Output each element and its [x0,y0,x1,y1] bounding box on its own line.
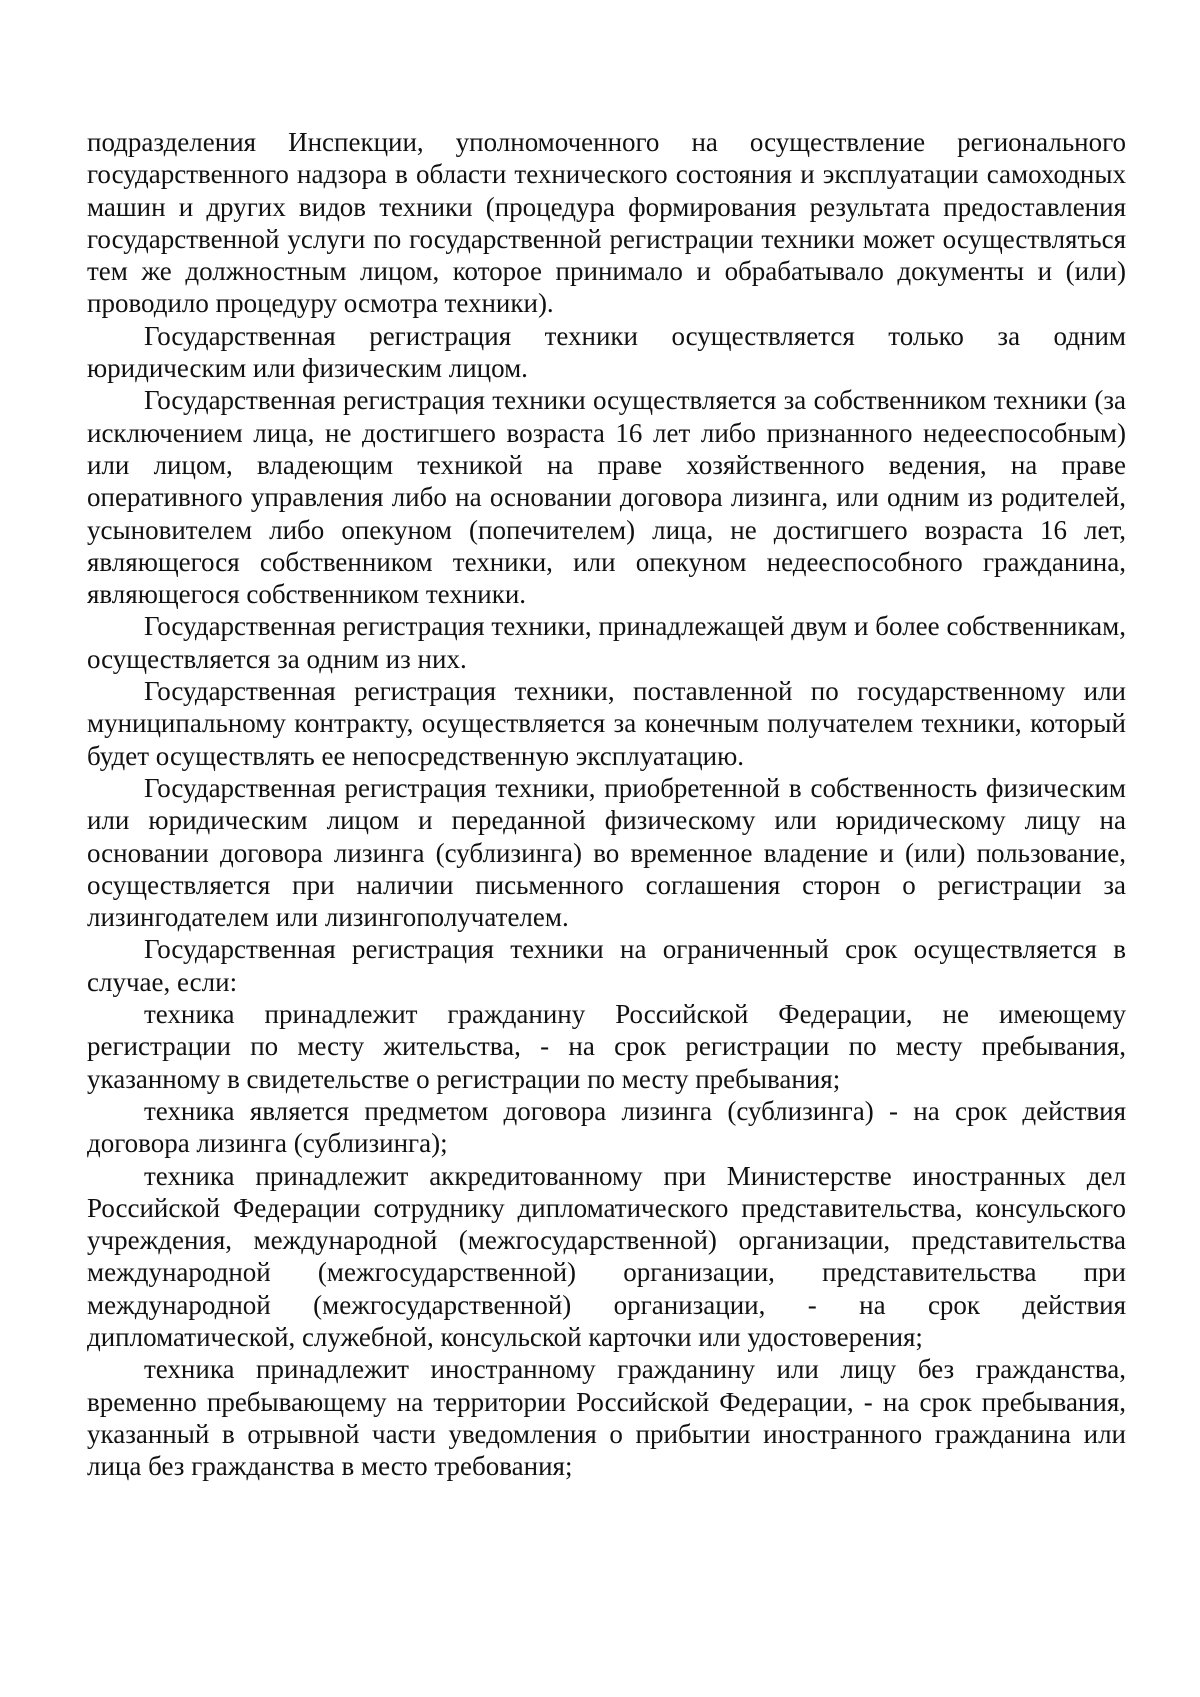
list-item: техника является предметом договора лизинга (сублизинга) - на срок действия договора лизинга (сублизинга); [87,1095,1126,1159]
paragraph-continuation: подразделения Инспекции, уполномоченного на осуществление регионального государственного надзора в области технического состояния и эксплуатации самоходных машин и других видов техники (процедура формирования результата предоставления государственной услуги по государственной регистрации техники может осуществляться тем же должностным лицом, которое принимало и обрабатывало документы и (или) проводило процедуру осмотра техники). [87,127,1126,319]
paragraph: Государственная регистрация техники, приобретенной в собственность физическим или юридическим лицом и переданной физическому или юридическому лицу на основании договора лизинга (сублизинга) во временное владение и (или) пользование, осуществляется при наличии письменного соглашения сторон о регистрации за лизингодателем или лизингополучателем. [87,772,1126,933]
paragraph: Государственная регистрация техники на ограниченный срок осуществляется в случае, если: [87,934,1126,997]
paragraph: Государственная регистрация техники осуществляется только за одним юридическим или физическим лицом. [87,320,1126,384]
paragraph: Государственная регистрация техники, принадлежащей двум и более собственникам, осуществляется за одним из них. [87,611,1126,674]
list-item: техника принадлежит иностранному гражданину или лицу без гражданства, временно пребывающему на территории Российской Федерации, - на срок пребывания, указанный в отрывной части уведомления о прибытии иностранного гражданина или лица без гражданства в место требования; [87,1354,1126,1482]
paragraph: Государственная регистрация техники, поставленной по государственному или муниципальному контракту, осуществляется за конечным получателем техники, который будет осуществлять ее непосредственную эксплуатацию. [87,676,1126,771]
list-item: техника принадлежит гражданину Российской Федерации, не имеющему регистрации по месту жительства, - на срок регистрации по месту пребывания, указанному в свидетельстве о регистрации по месту пребывания; [87,999,1126,1094]
document-body [87,126,1126,1482]
list-item: техника принадлежит аккредитованному при Министерстве иностранных дел Российской Федерации сотруднику дипломатического представительства, консульского учреждения, международной (межгосударственной) организации, представительства международной (межгосударственной) организации, представительства при международной (межгосударственной) организации, - на срок действия дипломатической, служебной, консульской карточки или удостоверения; [87,1160,1126,1352]
paragraph: Государственная регистрация техники осуществляется за собственником техники (за исключением лица, не достигшего возраста 16 лет либо признанного недееспособным) или лицом, владеющим техникой на праве хозяйственного ведения, на праве оперативного управления либо на основании договора лизинга, или одним из родителей, усыновителем либо опекуном (попечителем) лица, не достигшего возраста 16 лет, являющегося собственником техники, или опекуном недееспособного гражданина, являющегося собственником техники. [87,385,1126,610]
